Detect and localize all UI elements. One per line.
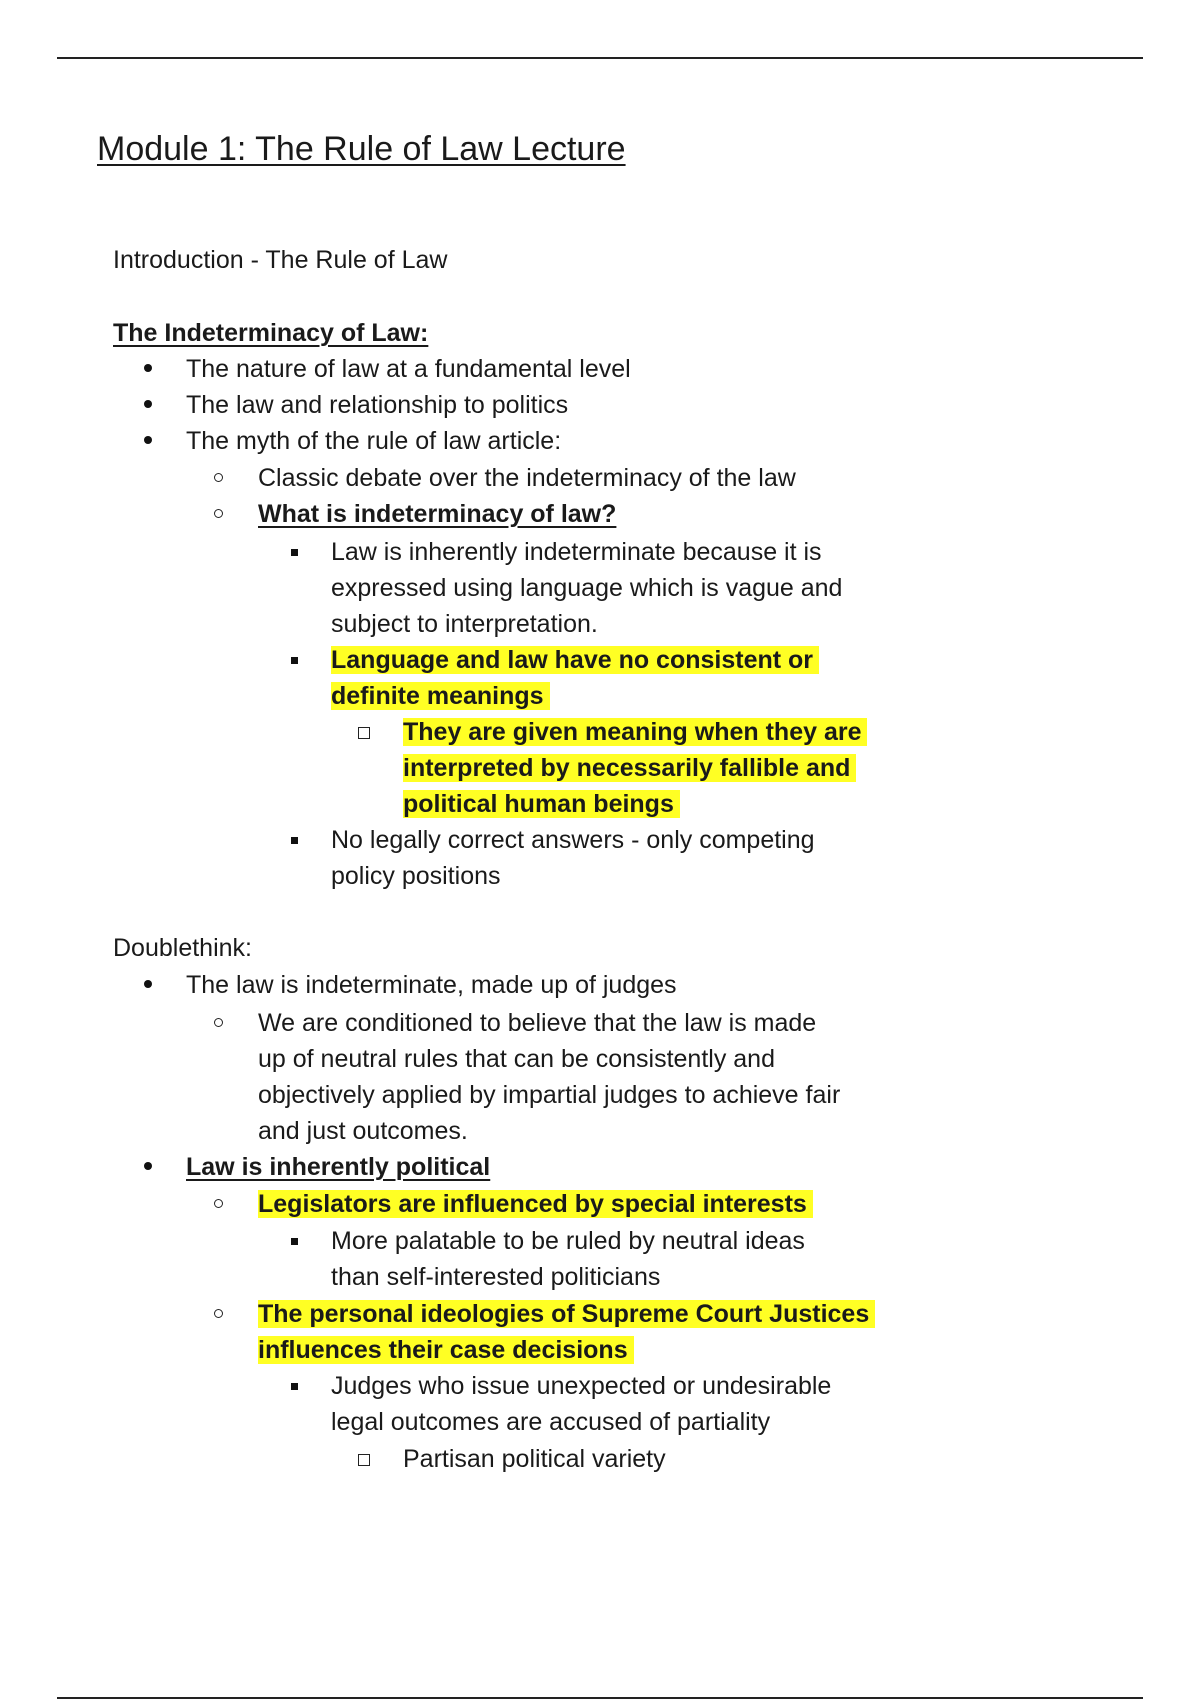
list-item: More palatable to be ruled by neutral ideas xyxy=(331,1227,805,1255)
bullet-square-icon xyxy=(291,837,298,844)
list-item: Partisan political variety xyxy=(403,1445,666,1473)
list-item: No legally correct answers - only competing xyxy=(331,826,815,854)
bullet-hollow-square-icon xyxy=(358,1454,370,1466)
section-heading-doublethink: Doublethink: xyxy=(113,934,252,962)
bottom-rule xyxy=(57,1697,1143,1699)
bullet-circle-icon xyxy=(214,1309,223,1318)
highlighted-item-continuation: influences their case decisions xyxy=(258,1333,634,1367)
highlighted-item-continuation: interpreted by necessarily fallible and xyxy=(403,751,856,785)
list-item: Classic debate over the indeterminacy of the law xyxy=(258,464,796,492)
list-item-continuation: and just outcomes. xyxy=(258,1117,468,1145)
bullet-circle-icon xyxy=(214,509,223,518)
bullet-dot-icon xyxy=(144,1162,152,1170)
highlighted-item: The personal ideologies of Supreme Court Justices xyxy=(258,1297,875,1331)
highlighted-item: Legislators are influenced by special interests xyxy=(258,1187,813,1221)
list-item: We are conditioned to believe that the law is made xyxy=(258,1009,817,1037)
section-heading-indeterminacy: The Indeterminacy of Law: xyxy=(113,319,429,347)
list-item: Law is inherently indeterminate because it is xyxy=(331,538,822,566)
list-item-continuation: than self-interested politicians xyxy=(331,1263,661,1291)
highlighted-item-continuation: definite meanings xyxy=(331,679,550,713)
list-item: Law is inherently political xyxy=(186,1153,491,1181)
highlighted-item: They are given meaning when they are xyxy=(403,715,867,749)
list-item-continuation: up of neutral rules that can be consistently and xyxy=(258,1045,775,1073)
bullet-dot-icon xyxy=(144,980,152,988)
list-item-continuation: legal outcomes are accused of partiality xyxy=(331,1408,771,1436)
bullet-dot-icon xyxy=(144,400,152,408)
list-item-continuation: expressed using language which is vague and xyxy=(331,574,843,602)
highlighted-item-continuation: political human beings xyxy=(403,787,680,821)
bullet-circle-icon xyxy=(214,1018,223,1027)
bullet-square-icon xyxy=(291,549,298,556)
list-item: The nature of law at a fundamental level xyxy=(186,355,631,383)
bullet-circle-icon xyxy=(214,473,223,482)
list-item: Judges who issue unexpected or undesirable xyxy=(331,1372,832,1400)
page-title: Module 1: The Rule of Law Lecture xyxy=(97,130,626,168)
list-item-continuation: objectively applied by impartial judges to achieve fair xyxy=(258,1081,841,1109)
list-item: The law and relationship to politics xyxy=(186,391,569,419)
intro-line: Introduction - The Rule of Law xyxy=(113,246,448,274)
top-rule xyxy=(57,57,1143,59)
bullet-square-icon xyxy=(291,1238,298,1245)
bullet-square-icon xyxy=(291,657,298,664)
bullet-dot-icon xyxy=(144,364,152,372)
list-item: What is indeterminacy of law? xyxy=(258,500,617,528)
bullet-hollow-square-icon xyxy=(358,727,370,739)
list-item-continuation: subject to interpretation. xyxy=(331,610,598,638)
highlighted-item: Language and law have no consistent or xyxy=(331,643,819,677)
bullet-dot-icon xyxy=(144,436,152,444)
list-item: The myth of the rule of law article: xyxy=(186,427,562,455)
bullet-square-icon xyxy=(291,1383,298,1390)
list-item: The law is indeterminate, made up of judges xyxy=(186,971,677,999)
list-item-continuation: policy positions xyxy=(331,862,501,890)
bullet-circle-icon xyxy=(214,1199,223,1208)
